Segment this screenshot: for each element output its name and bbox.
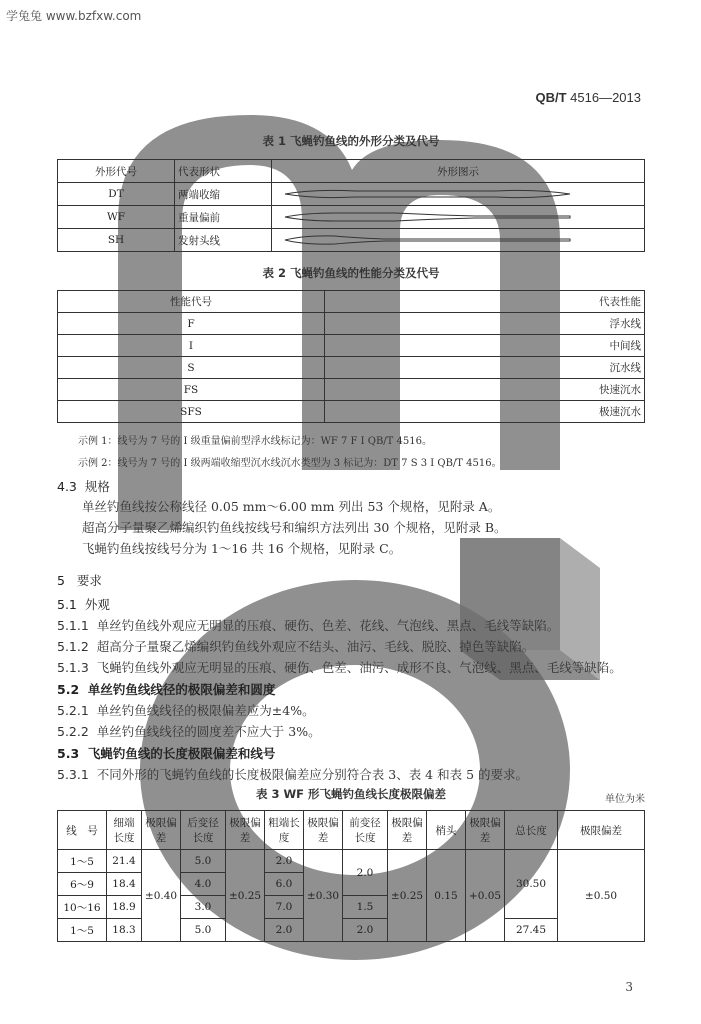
section-5-2-heading <box>57 680 275 698</box>
section-number: 5.1 <box>57 597 77 612</box>
table-row <box>58 206 645 229</box>
section-title: 要求 <box>76 573 102 588</box>
t3-cell: 18.9 <box>107 896 142 919</box>
std-number: 4516—2013 <box>570 90 641 105</box>
section-number: 5.2 <box>57 682 80 697</box>
t3-cell: 18.3 <box>107 919 142 942</box>
table2 <box>57 290 645 423</box>
t3-cell: 1～5 <box>58 850 107 873</box>
t3-cell: 0.15 <box>427 850 466 942</box>
t1-shape: 两端收缩 <box>175 183 272 206</box>
table3 <box>57 810 645 942</box>
std-code: QB/T <box>535 90 567 105</box>
t3-header: 极限偏差 <box>388 811 427 850</box>
sh-line-figure <box>275 234 575 246</box>
table-row <box>58 335 645 357</box>
t3-cell: 5.0 <box>181 850 226 873</box>
t3-cell: 6.0 <box>265 873 304 896</box>
section-5-1-2: 5.1.2 超高分子量聚乙烯编织钓鱼线外观应不结头、油污、毛线、脱胶、掉色等缺陷。 <box>57 639 535 654</box>
table1-caption: 表 1 飞蝇钓鱼线的外形分类及代号 <box>262 134 440 148</box>
t2-code: SFS <box>58 401 325 423</box>
section-5-3-heading <box>57 744 275 762</box>
table3-caption: 表 3 WF 形飞蝇钓鱼线长度极限偏差 <box>255 787 447 801</box>
t3-header: 极限偏差 <box>558 811 645 850</box>
t3-cell: 2.0 <box>343 850 388 896</box>
t1-figure-dt <box>272 183 645 206</box>
t3-header: 粗端长度 <box>265 811 304 850</box>
t2-header-perf: 代表性能 <box>325 291 645 313</box>
section-number: 5 <box>57 573 65 588</box>
example-2: 示例 2：线号为 7 号的 I 级两端收缩型沉水线沉水类型为 3 标记为：DT 7 S 3 I QB/T 4516。 <box>78 458 502 469</box>
t1-code: SH <box>58 229 175 252</box>
t3-cell: 5.0 <box>181 919 226 942</box>
section-5-3-1: 5.3.1 不同外形的飞蝇钓鱼线的长度极限偏差应分别符合表 3、表 4 和表 5 的要求。 <box>57 767 528 782</box>
section-number: 5.3 <box>57 746 80 761</box>
table1 <box>57 159 645 252</box>
section-4-3-p2: 超高分子量聚乙烯编织钓鱼线按线号和编织方法列出 30 个规格，见附录 B。 <box>82 520 507 535</box>
dt-line-figure <box>275 188 575 200</box>
t3-cell: ±0.25 <box>388 850 427 942</box>
t3-header: 总长度 <box>505 811 558 850</box>
section-4-3-p3: 飞蝇钓鱼线按线号分为 1～16 共 16 个规格，见附录 C。 <box>82 541 402 556</box>
section-title: 外观 <box>84 597 110 612</box>
t3-cell: ±0.50 <box>558 850 645 942</box>
t3-header: 后变径长度 <box>181 811 226 850</box>
t3-cell: 30.50 <box>505 850 558 919</box>
t3-cell: 21.4 <box>107 850 142 873</box>
section-number: 4.3 <box>57 479 77 494</box>
t3-header: 线 号 <box>58 811 107 850</box>
t2-code: FS <box>58 379 325 401</box>
t1-header-code: 外形代号 <box>58 160 175 183</box>
wf-line-figure <box>275 211 575 223</box>
section-5-2-1: 5.2.1 单丝钓鱼线线径的极限偏差应为±4%。 <box>57 703 315 718</box>
t1-code: WF <box>58 206 175 229</box>
t3-header: 极限偏差 <box>226 811 265 850</box>
t3-cell: 3.0 <box>181 896 226 919</box>
t3-cell: 2.0 <box>265 850 304 873</box>
t2-perf: 沉水线 <box>325 357 645 379</box>
t3-cell: 2.0 <box>265 919 304 942</box>
section-title: 飞蝇钓鱼线的长度极限偏差和线号 <box>87 746 276 761</box>
t2-code: I <box>58 335 325 357</box>
t3-cell: 1～5 <box>58 919 107 942</box>
t2-perf: 快速沉水 <box>325 379 645 401</box>
t3-header: 前变径长度 <box>343 811 388 850</box>
t3-header: 细端长度 <box>107 811 142 850</box>
table-row <box>58 401 645 423</box>
t2-code: S <box>58 357 325 379</box>
t1-figure-wf <box>272 206 645 229</box>
t3-cell: 1.5 <box>343 896 388 919</box>
t3-cell: 7.0 <box>265 896 304 919</box>
t3-cell: ±0.40 <box>142 850 181 942</box>
t1-shape: 发射头线 <box>175 229 272 252</box>
t2-code: F <box>58 313 325 335</box>
t3-header: 极限偏差 <box>304 811 343 850</box>
t3-cell: 2.0 <box>343 919 388 942</box>
section-5-1-heading <box>57 595 110 613</box>
t3-header: 极限偏差 <box>466 811 505 850</box>
section-5-1-3: 5.1.3 飞蝇钓鱼线外观应无明显的压痕、硬伤、色差、油污、成形不良、气泡线、黑点、毛线等缺陷。 <box>57 660 622 675</box>
section-5-1-1: 5.1.1 单丝钓鱼线外观应无明显的压痕、硬伤、色差、花线、气泡线、黑点、毛线等缺陷。 <box>57 618 560 633</box>
t3-cell: 4.0 <box>181 873 226 896</box>
section-5-heading <box>57 571 102 589</box>
t3-cell: ±0.25 <box>226 850 265 942</box>
t1-shape: 重量偏前 <box>175 206 272 229</box>
t1-code: DT <box>58 183 175 206</box>
t3-cell: 27.45 <box>505 919 558 942</box>
t2-perf: 中间线 <box>325 335 645 357</box>
table-row <box>58 183 645 206</box>
site-watermark-text: 学兔兔 www.bzfxw.com <box>6 9 142 23</box>
table3-unit: 单位为米 <box>605 794 645 805</box>
table2-caption: 表 2 飞蝇钓鱼线的性能分类及代号 <box>262 266 440 280</box>
t2-perf: 浮水线 <box>325 313 645 335</box>
section-title: 单丝钓鱼线线径的极限偏差和圆度 <box>87 682 276 697</box>
section-4-3-heading <box>57 477 110 495</box>
table-row <box>58 357 645 379</box>
t1-header-shape: 代表形状 <box>175 160 272 183</box>
t3-cell: 10～16 <box>58 896 107 919</box>
page-number: 3 <box>625 980 633 994</box>
table-row <box>58 229 645 252</box>
t2-header-code: 性能代号 <box>58 291 325 313</box>
t3-cell: ±0.30 <box>304 850 343 942</box>
standard-number <box>535 90 641 105</box>
table-row <box>58 379 645 401</box>
table-row <box>58 850 645 873</box>
section-4-3-p1: 单丝钓鱼线按公称线径 0.05 mm～6.00 mm 列出 53 个规格，见附录 A。 <box>82 499 501 514</box>
table-row <box>58 313 645 335</box>
t3-header: 梢头 <box>427 811 466 850</box>
t2-perf: 极速沉水 <box>325 401 645 423</box>
t1-header-figure: 外形图示 <box>272 160 645 183</box>
t3-cell: 6～9 <box>58 873 107 896</box>
example-1: 示例 1：线号为 7 号的 I 级重量偏前型浮水线标记为：WF 7 F I QB/T 4516。 <box>78 436 432 447</box>
t1-figure-sh <box>272 229 645 252</box>
t3-header: 极限偏差 <box>142 811 181 850</box>
section-5-2-2: 5.2.2 单丝钓鱼线线径的圆度差不应大于 3%。 <box>57 724 321 739</box>
t3-cell: +0.05 <box>466 850 505 942</box>
section-title: 规格 <box>84 479 110 494</box>
t3-cell: 18.4 <box>107 873 142 896</box>
